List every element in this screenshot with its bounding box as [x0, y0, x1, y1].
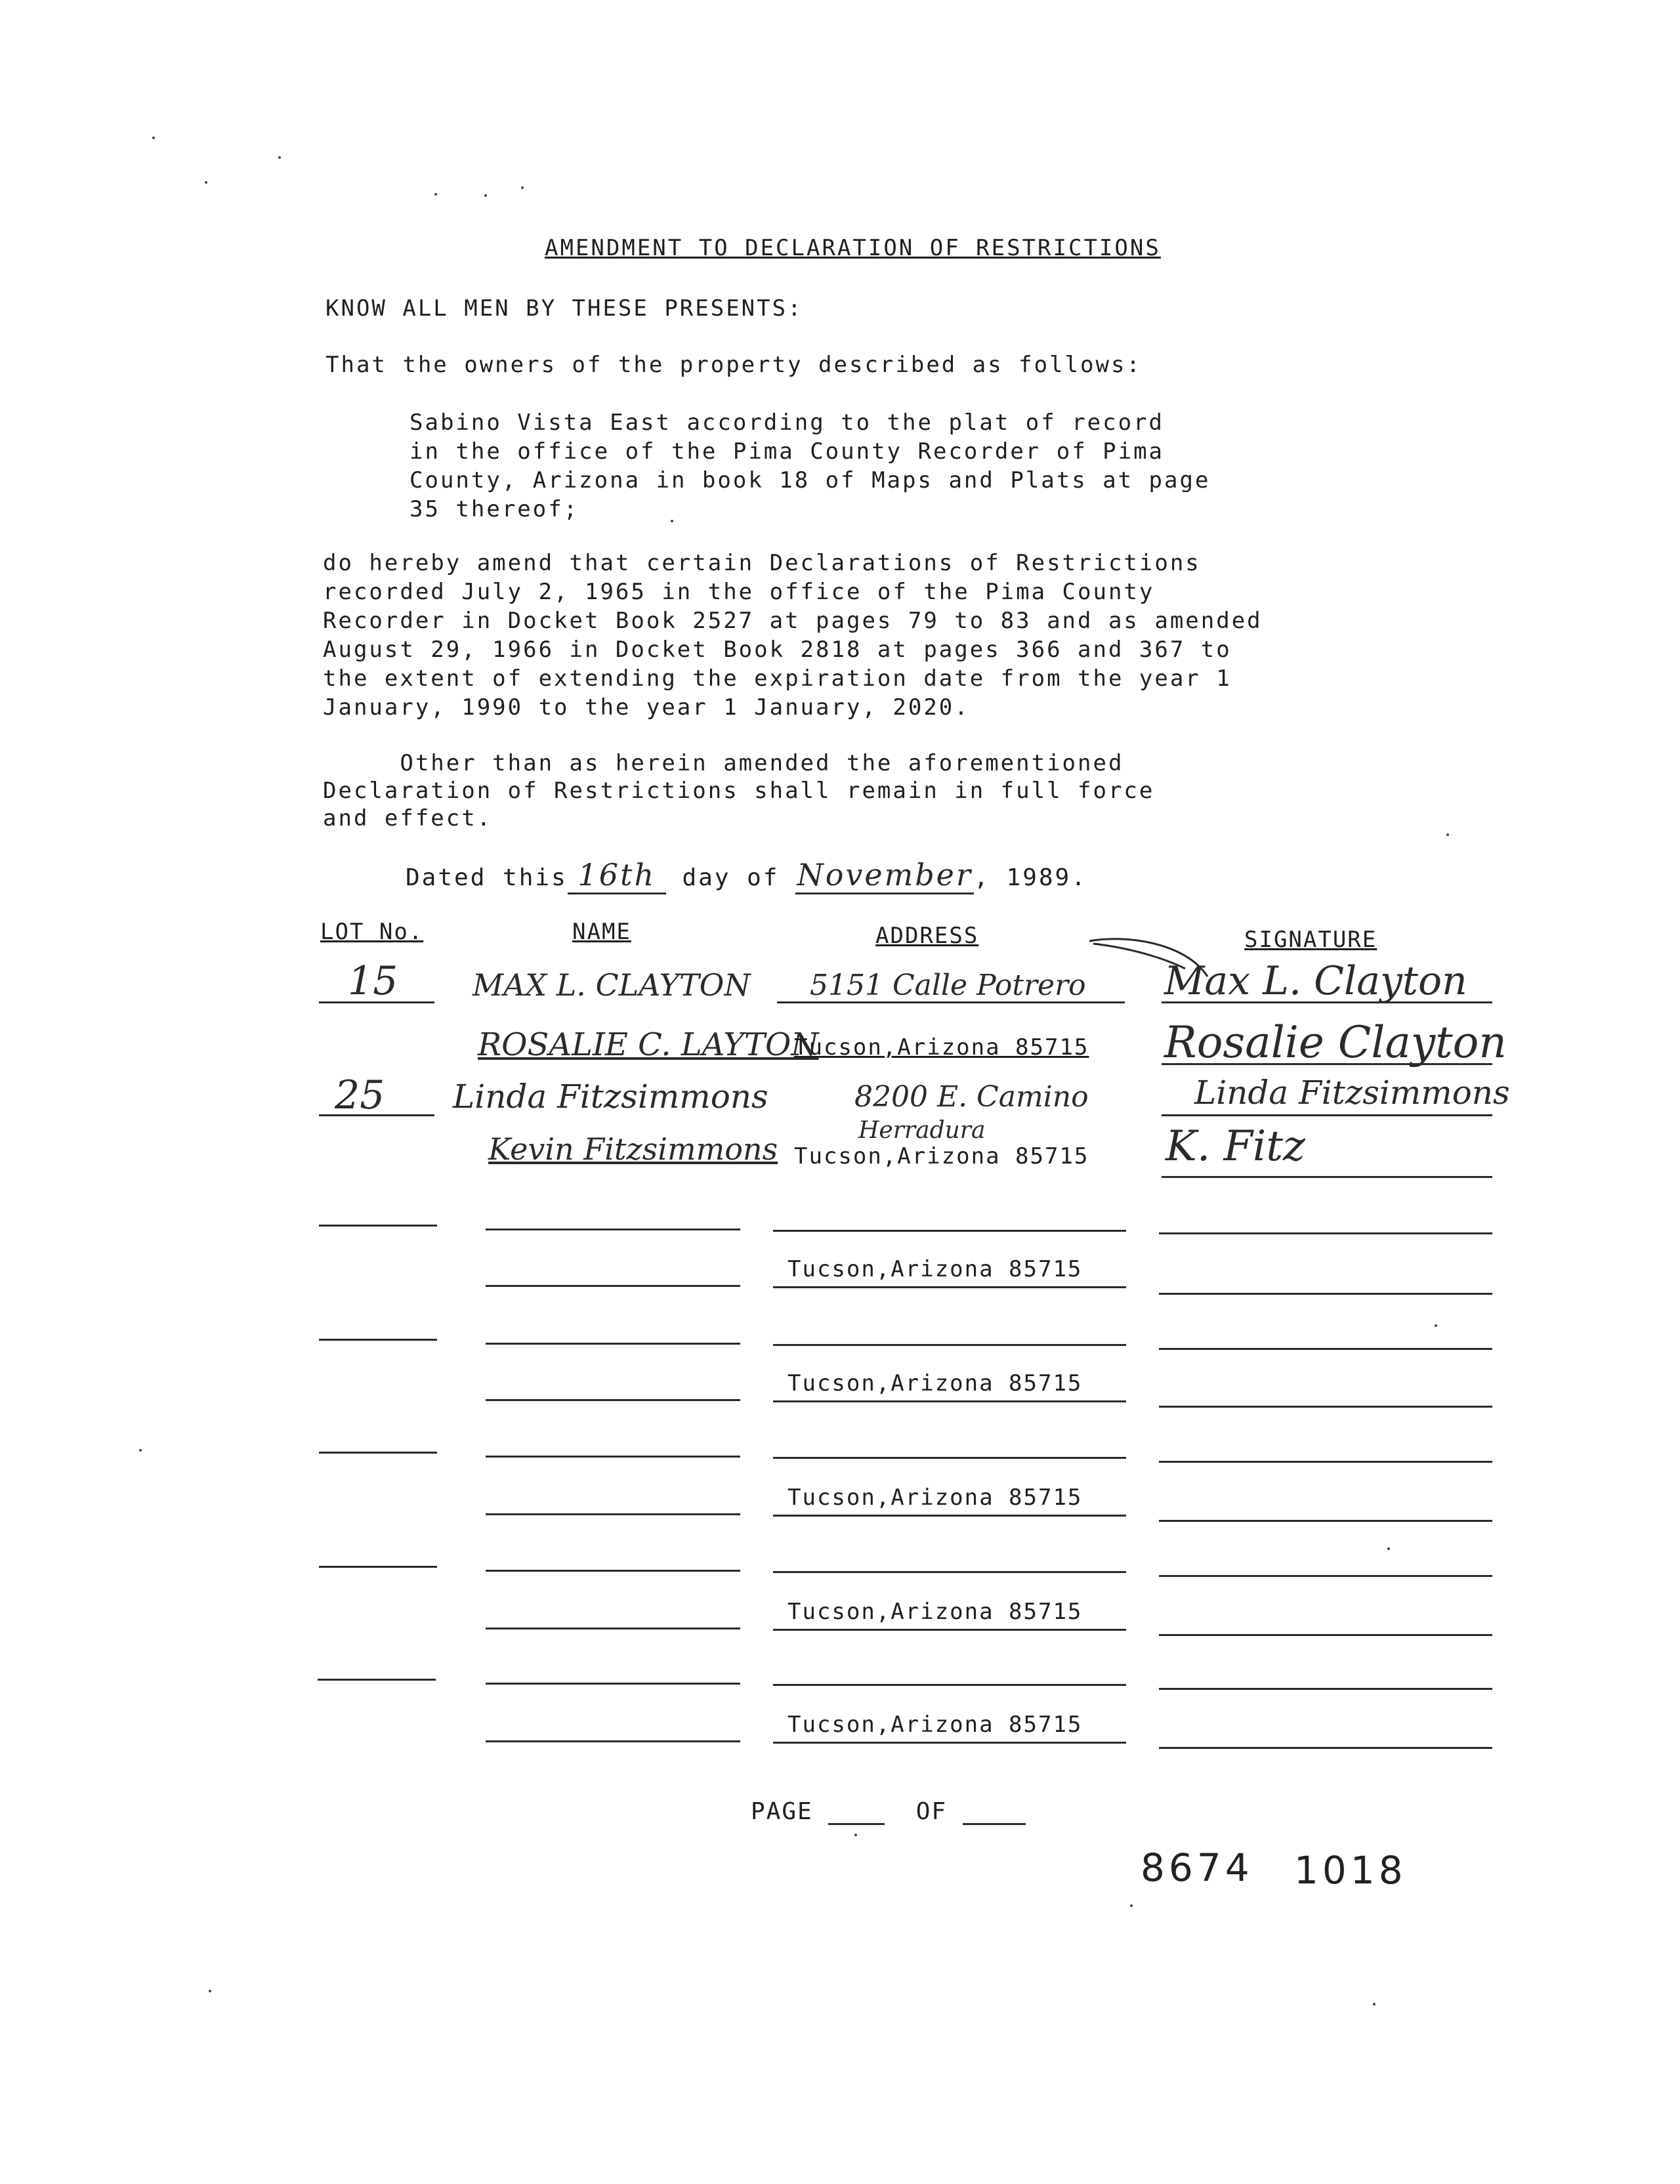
blank-signature-line — [1159, 1198, 1492, 1234]
address-line: 8200 E. Camino — [854, 1080, 1089, 1114]
lot-field — [319, 1072, 434, 1118]
lot-number: 15 — [348, 958, 398, 1004]
dated-month: November — [797, 857, 973, 892]
owners-intro: That the owners of the property described as follows: — [326, 352, 1142, 378]
page-counter — [751, 1798, 1026, 1825]
header-name: NAME — [572, 919, 631, 945]
address-line: Tucson,Arizona 85715 — [788, 1712, 1083, 1738]
address-field — [785, 1029, 1139, 1063]
other-paragraph: Other than as herein amended the aforementioned Declaration of Restrictions shall remain in full force and effect. — [323, 750, 1155, 831]
scan-speck — [1130, 1904, 1133, 1907]
scan-speck — [152, 136, 155, 139]
signature-flourish — [1087, 929, 1211, 982]
scan-speck — [209, 1990, 211, 1992]
scan-speck — [278, 156, 281, 159]
owner-name: Linda Fitzsimmons — [453, 1078, 768, 1116]
blank-signature-line — [1159, 1654, 1492, 1690]
document-title: AMENDMENT TO DECLARATION OF RESTRICTIONS — [545, 235, 1161, 261]
blank-signature-line — [1159, 1372, 1492, 1408]
know-all-heading: KNOW ALL MEN BY THESE PRESENTS: — [326, 295, 803, 322]
blank-lot-line — [319, 1418, 437, 1454]
blank-address-line — [773, 1650, 1126, 1686]
blank-name-line — [486, 1536, 740, 1572]
scan-speck — [521, 186, 524, 189]
scan-speck — [854, 1834, 857, 1836]
scan-speck — [484, 194, 487, 197]
owner-name: ROSALIE C. LAYTON — [478, 1026, 819, 1063]
scan-speck — [1446, 833, 1449, 836]
lot-field — [319, 958, 434, 1004]
legal-description: Sabino Vista East according to the plat of record in the office of the Pima County Recorder of Pima County, Arizona in book 18 of Maps and Plats at page 35 thereof; — [410, 410, 1211, 522]
address-field — [773, 1480, 1126, 1517]
blank-name-line — [486, 1365, 740, 1401]
address-field — [773, 1708, 1126, 1744]
signature-field — [1162, 1122, 1492, 1178]
blank-signature-line — [1159, 1600, 1492, 1636]
lot-number: 25 — [335, 1072, 385, 1118]
dated-suffix: , 1989. — [974, 864, 1087, 891]
blank-name-line — [486, 1194, 740, 1230]
address-continuation: Herradura — [858, 1117, 986, 1144]
address-line: Tucson,Arizona 85715 — [788, 1256, 1083, 1282]
scan-speck — [434, 193, 437, 196]
signature: Max L. Clayton — [1164, 958, 1467, 1004]
signature: K. Fitz — [1166, 1122, 1305, 1171]
owner-name: MAX L. CLAYTON — [472, 967, 751, 1003]
scan-speck — [139, 1449, 142, 1452]
name-field — [453, 1080, 820, 1114]
blank-name-line — [486, 1706, 740, 1742]
blank-address-line — [773, 1423, 1126, 1459]
address-field — [777, 967, 1125, 1003]
name-field — [488, 1131, 790, 1169]
scan-speck — [205, 181, 207, 184]
dated-month-field — [795, 857, 974, 894]
blank-lot-line — [319, 1190, 437, 1227]
address-line: Tucson,Arizona 85715 — [788, 1599, 1083, 1625]
page-label: PAGE — [751, 1798, 813, 1825]
blank-signature-line — [1159, 1541, 1492, 1577]
header-signature: SIGNATURE — [1244, 927, 1377, 953]
page-total-blank — [963, 1801, 1026, 1825]
name-field — [470, 1026, 819, 1063]
address-field — [773, 1595, 1126, 1631]
blank-lot-line — [318, 1645, 436, 1681]
blank-name-line — [486, 1593, 740, 1629]
dated-day: 16th — [578, 857, 656, 892]
blank-lot-line — [319, 1532, 437, 1568]
address-line: Tucson,Arizona 85715 — [794, 1143, 1089, 1169]
signature: Linda Fitzsimmons — [1194, 1074, 1510, 1112]
blank-name-line — [486, 1648, 740, 1685]
address-field — [773, 1252, 1126, 1288]
scan-speck — [1373, 2003, 1376, 2006]
blank-signature-line — [1159, 1314, 1492, 1350]
blank-address-line — [773, 1310, 1126, 1346]
dated-day-field — [568, 857, 666, 894]
name-field — [470, 967, 759, 1001]
address-line: Tucson,Arizona 85715 — [794, 1034, 1089, 1060]
address-field — [828, 1080, 1137, 1114]
owner-name: Kevin Fitzsimmons — [488, 1131, 778, 1167]
header-address: ADDRESS — [875, 923, 979, 949]
address-line: Tucson,Arizona 85715 — [788, 1484, 1083, 1511]
header-lot: LOT No. — [320, 919, 424, 945]
blank-address-line — [773, 1196, 1126, 1232]
record-book-number: 8674 — [1141, 1845, 1253, 1890]
blank-name-line — [486, 1421, 740, 1458]
address-field — [785, 1142, 1139, 1176]
blank-signature-line — [1159, 1486, 1492, 1522]
address-line: Tucson,Arizona 85715 — [788, 1370, 1083, 1396]
blank-signature-line — [1159, 1259, 1492, 1295]
amendment-paragraph: do hereby amend that certain Declarations of Restrictions recorded July 2, 1965 in the office of the Pima County Recorder in Docket Book 2527 at pages 79 to 83 and as amended August 29, 1966 in Docket Book 2818 at pages 366 and 367 to the extent of extending the expiration date from the year 1 January, 1990 to the year 1 January, 2020. — [323, 550, 1263, 721]
dated-prefix: Dated this — [406, 864, 568, 891]
address-line: 5151 Calle Potrero — [810, 969, 1086, 1002]
address-field — [773, 1366, 1126, 1402]
dated-line — [406, 857, 1087, 894]
blank-signature-line — [1159, 1713, 1492, 1749]
blank-address-line — [773, 1537, 1126, 1573]
blank-name-line — [486, 1479, 740, 1515]
signature-field — [1162, 1074, 1510, 1116]
blank-name-line — [486, 1251, 740, 1287]
blank-signature-line — [1159, 1427, 1492, 1463]
dated-middle: day of — [682, 864, 780, 891]
signature-field — [1162, 1017, 1507, 1068]
blank-name-line — [486, 1309, 740, 1345]
signature: Rosalie Clayton — [1164, 1017, 1507, 1068]
page-number-blank — [828, 1801, 885, 1825]
record-page-number: 1018 — [1294, 1848, 1407, 1893]
blank-lot-line — [319, 1305, 437, 1341]
of-label: OF — [915, 1798, 948, 1825]
